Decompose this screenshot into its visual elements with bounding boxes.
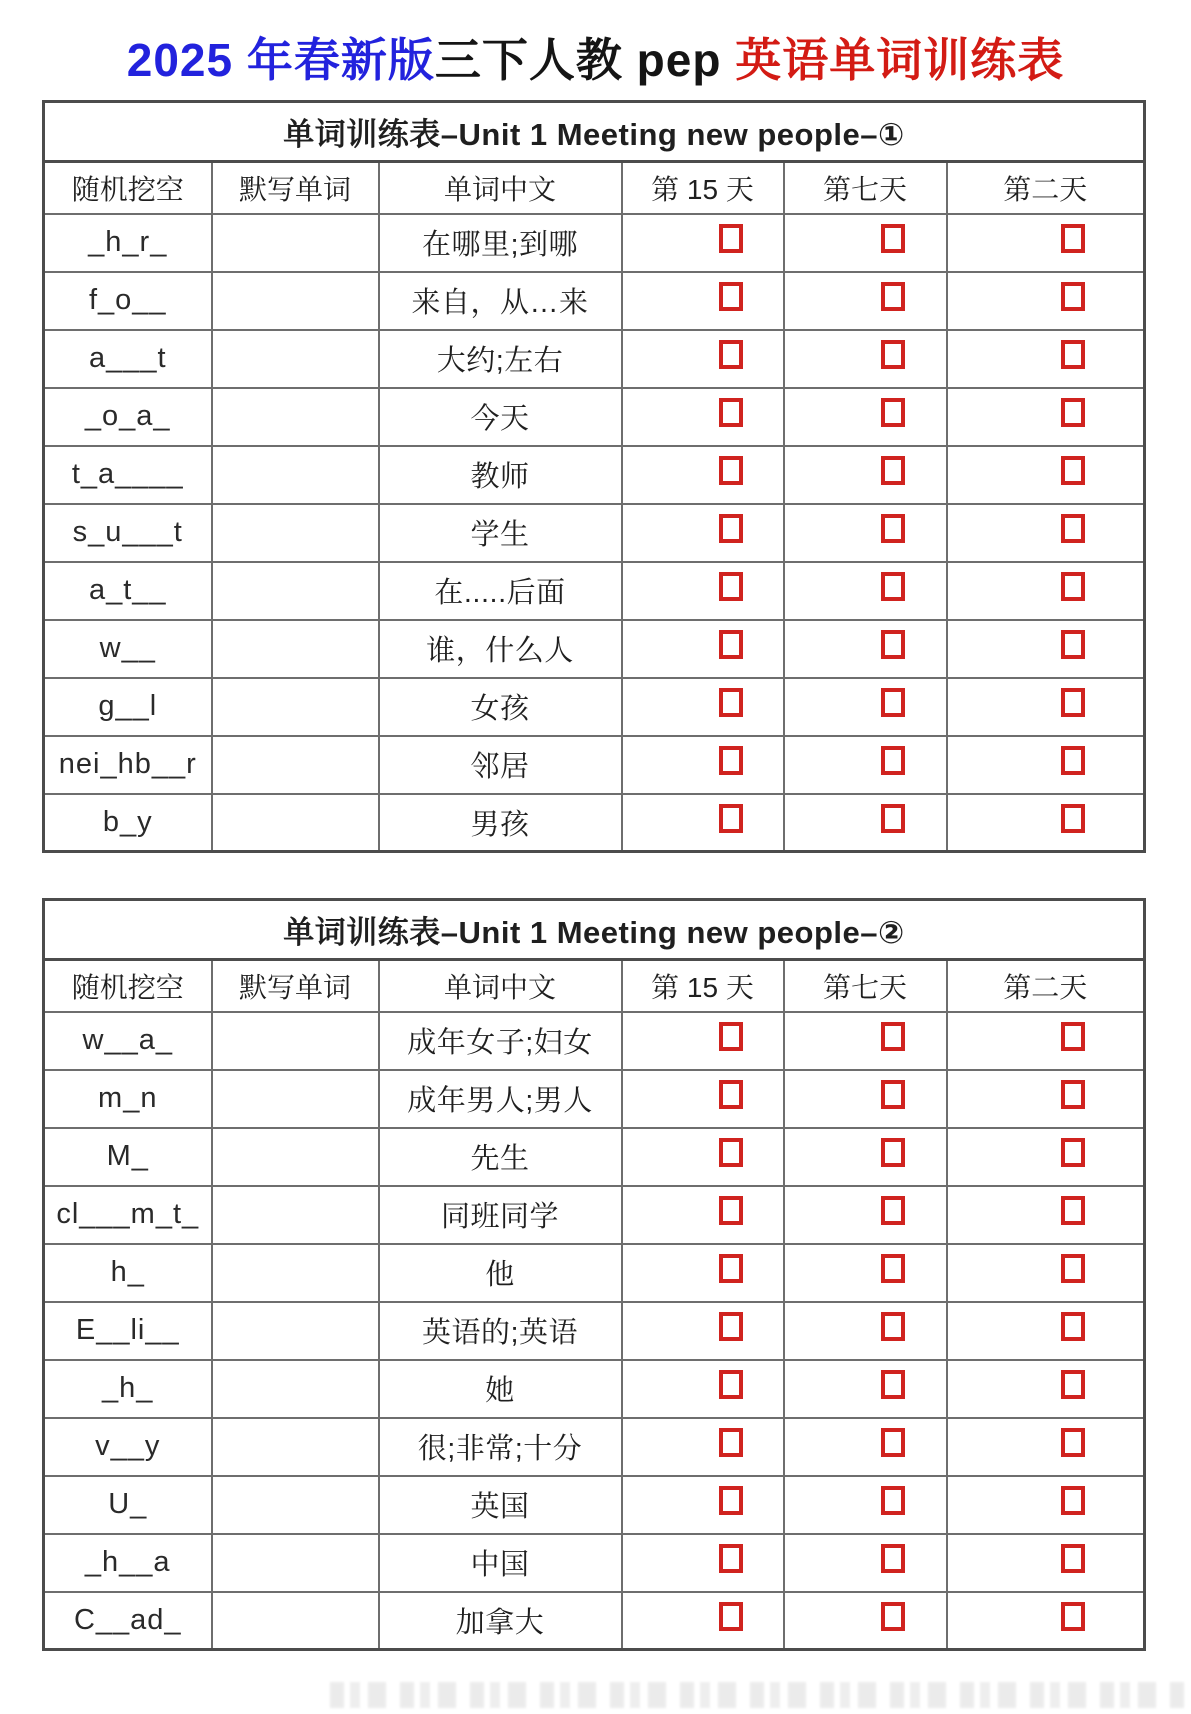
practice-checkbox-day15[interactable] [719,1312,743,1341]
meaning-cell: 她 [379,1360,622,1418]
meaning-cell: 女孩 [379,678,622,736]
day2-cell [947,620,1145,678]
day7-cell [784,1244,947,1302]
meaning-cell: 他 [379,1244,622,1302]
day15-cell [622,1302,784,1360]
day15-cell [622,1128,784,1186]
day2-cell [947,1128,1145,1186]
day15-cell [622,1592,784,1650]
table-title-row [44,102,1145,162]
day2-cell [947,736,1145,794]
meaning-cell: 英语的;英语 [379,1302,622,1360]
practice-checkbox-day2[interactable] [1061,1312,1085,1341]
day7-cell [784,678,947,736]
day7-cell [784,620,947,678]
day2-cell [947,214,1145,272]
meaning-cell: 今天 [379,388,622,446]
table-row [44,1012,1145,1070]
column-header-day15: 第 15 天 [622,162,784,214]
table-row [44,794,1145,852]
day7-cell [784,1128,947,1186]
practice-checkbox-day15[interactable] [719,1486,743,1515]
blank-word-cell: _h_r_ [44,214,212,272]
day2-cell [947,388,1145,446]
practice-checkbox-day15[interactable] [719,1370,743,1399]
practice-checkbox-day2[interactable] [1061,1370,1085,1399]
blank-word-cell: w__ [44,620,212,678]
table-header-row [44,960,1145,1012]
column-header-dictation: 默写单词 [212,162,379,214]
practice-checkbox-day2[interactable] [1061,224,1085,253]
table-row [44,1592,1145,1650]
practice-checkbox-day7[interactable] [881,1138,905,1167]
column-header-random-blanks: 随机挖空 [44,162,212,214]
day2-cell [947,1534,1145,1592]
day2-cell [947,1244,1145,1302]
day2-cell [947,504,1145,562]
table-row [44,272,1145,330]
column-header-dictation: 默写单词 [212,960,379,1012]
practice-checkbox-day7[interactable] [881,1254,905,1283]
dictation-cell[interactable] [212,1128,379,1186]
blank-word-cell: U_ [44,1476,212,1534]
dictation-cell[interactable] [212,1360,379,1418]
day2-cell [947,330,1145,388]
practice-checkbox-day7[interactable] [881,1486,905,1515]
meaning-cell: 成年女子;妇女 [379,1012,622,1070]
practice-checkbox-day2[interactable] [1061,572,1085,601]
table-row [44,504,1145,562]
day7-cell [784,504,947,562]
dictation-cell[interactable] [212,1070,379,1128]
dictation-cell[interactable] [212,794,379,852]
practice-checkbox-day2[interactable] [1061,1196,1085,1225]
practice-checkbox-day2[interactable] [1061,456,1085,485]
day7-cell [784,1070,947,1128]
table-row [44,1360,1145,1418]
meaning-cell: 学生 [379,504,622,562]
practice-checkbox-day7[interactable] [881,1196,905,1225]
day2-cell [947,1186,1145,1244]
blank-word-cell: t_a____ [44,446,212,504]
vocab-table-unit1-part1 [42,100,1146,853]
practice-checkbox-day2[interactable] [1061,688,1085,717]
blank-word-cell: cl___m_t_ [44,1186,212,1244]
blank-word-cell: _o_a_ [44,388,212,446]
dictation-cell[interactable] [212,736,379,794]
column-header-day15: 第 15 天 [622,960,784,1012]
day2-cell [947,1012,1145,1070]
meaning-cell: 邻居 [379,736,622,794]
meaning-cell: 成年男人;男人 [379,1070,622,1128]
dictation-cell[interactable] [212,1476,379,1534]
day15-cell [622,330,784,388]
day7-cell [784,736,947,794]
table-row [44,1244,1145,1302]
vocab-table-unit1-part2 [42,898,1146,1651]
table-row [44,446,1145,504]
column-header-random-blanks: 随机挖空 [44,960,212,1012]
column-header-day2: 第二天 [947,960,1145,1012]
title-subject: 英语单词训练表 [735,34,1065,86]
practice-checkbox-day2[interactable] [1061,746,1085,775]
practice-checkbox-day2[interactable] [1061,1602,1085,1631]
practice-checkbox-day7[interactable] [881,1022,905,1051]
worksheet [42,100,1143,1651]
blank-word-cell: m_n [44,1070,212,1128]
day7-cell [784,330,947,388]
day2-cell [947,678,1145,736]
dictation-cell[interactable] [212,388,379,446]
practice-checkbox-day15[interactable] [719,1022,743,1051]
practice-checkbox-day7[interactable] [881,1080,905,1109]
practice-checkbox-day7[interactable] [881,514,905,543]
blank-word-cell: f_o__ [44,272,212,330]
practice-checkbox-day2[interactable] [1061,1544,1085,1573]
blank-word-cell: C__ad_ [44,1592,212,1650]
column-header-chinese-meaning: 单词中文 [379,960,622,1012]
day15-cell [622,794,784,852]
practice-checkbox-day2[interactable] [1061,1486,1085,1515]
day7-cell [784,1592,947,1650]
day2-cell [947,794,1145,852]
meaning-cell: 来自，从…来 [379,272,622,330]
table-title: 单词训练表–Unit 1 Meeting new people–① [44,102,1145,162]
meaning-cell: 在.....后面 [379,562,622,620]
day15-cell [622,1476,784,1534]
table-header-row [44,162,1145,214]
day2-cell [947,1070,1145,1128]
table-row [44,214,1145,272]
blank-word-cell: _h_ [44,1360,212,1418]
practice-checkbox-day7[interactable] [881,456,905,485]
practice-checkbox-day7[interactable] [881,572,905,601]
table-title: 单词训练表–Unit 1 Meeting new people–② [44,900,1145,960]
practice-checkbox-day2[interactable] [1061,1080,1085,1109]
meaning-cell: 在哪里;到哪 [379,214,622,272]
dictation-cell[interactable] [212,562,379,620]
blank-word-cell: h_ [44,1244,212,1302]
dictation-cell[interactable] [212,214,379,272]
column-header-day7: 第七天 [784,960,947,1012]
blank-word-cell: E__li__ [44,1302,212,1360]
day7-cell [784,794,947,852]
day15-cell [622,736,784,794]
dictation-cell[interactable] [212,1534,379,1592]
practice-checkbox-day15[interactable] [719,1080,743,1109]
practice-checkbox-day2[interactable] [1061,1138,1085,1167]
day2-cell [947,562,1145,620]
meaning-cell: 大约;左右 [379,330,622,388]
practice-checkbox-day15[interactable] [719,340,743,369]
table-row [44,1186,1145,1244]
day15-cell [622,1534,784,1592]
practice-checkbox-day7[interactable] [881,340,905,369]
table-row [44,562,1145,620]
practice-checkbox-day7[interactable] [881,1544,905,1573]
day7-cell [784,1360,947,1418]
dictation-cell[interactable] [212,678,379,736]
table-body [44,1012,1145,1650]
meaning-cell: 先生 [379,1128,622,1186]
practice-checkbox-day15[interactable] [719,688,743,717]
day15-cell [622,678,784,736]
day15-cell [622,1012,784,1070]
day15-cell [622,620,784,678]
practice-checkbox-day15[interactable] [719,1544,743,1573]
dictation-cell[interactable] [212,1418,379,1476]
table-row [44,330,1145,388]
blank-word-cell: s_u___t [44,504,212,562]
practice-checkbox-day2[interactable] [1061,804,1085,833]
practice-checkbox-day7[interactable] [881,804,905,833]
practice-checkbox-day2[interactable] [1061,630,1085,659]
practice-checkbox-day15[interactable] [719,1602,743,1631]
practice-checkbox-day15[interactable] [719,224,743,253]
watermark-strip [330,1682,1190,1708]
practice-checkbox-day2[interactable] [1061,1022,1085,1051]
day15-cell [622,1244,784,1302]
meaning-cell: 很;非常;十分 [379,1418,622,1476]
meaning-cell: 同班同学 [379,1186,622,1244]
blank-word-cell: a_t__ [44,562,212,620]
day15-cell [622,1360,784,1418]
blank-word-cell: w__a_ [44,1012,212,1070]
practice-checkbox-day15[interactable] [719,630,743,659]
day2-cell [947,1360,1145,1418]
day15-cell [622,272,784,330]
dictation-cell[interactable] [212,1302,379,1360]
table-row [44,388,1145,446]
day7-cell [784,562,947,620]
blank-word-cell: v__y [44,1418,212,1476]
meaning-cell: 英国 [379,1476,622,1534]
dictation-cell[interactable] [212,620,379,678]
practice-checkbox-day15[interactable] [719,804,743,833]
table-row [44,620,1145,678]
day15-cell [622,562,784,620]
day7-cell [784,446,947,504]
title-year-edition: 2025 年春新版 [126,34,435,86]
practice-checkbox-day15[interactable] [719,456,743,485]
day2-cell [947,272,1145,330]
practice-checkbox-day15[interactable] [719,514,743,543]
page-title [0,30,1191,90]
meaning-cell: 加拿大 [379,1592,622,1650]
practice-checkbox-day15[interactable] [719,746,743,775]
blank-word-cell: a___t [44,330,212,388]
day15-cell [622,1070,784,1128]
column-header-day2: 第二天 [947,162,1145,214]
meaning-cell: 谁，什么人 [379,620,622,678]
table-row [44,1302,1145,1360]
practice-checkbox-day7[interactable] [881,1370,905,1399]
practice-checkbox-day2[interactable] [1061,514,1085,543]
practice-checkbox-day15[interactable] [719,1138,743,1167]
day7-cell [784,1012,947,1070]
dictation-cell[interactable] [212,1186,379,1244]
day7-cell [784,214,947,272]
day7-cell [784,1186,947,1244]
dictation-cell[interactable] [212,504,379,562]
dictation-cell[interactable] [212,1244,379,1302]
day7-cell [784,1476,947,1534]
dictation-cell[interactable] [212,330,379,388]
practice-checkbox-day2[interactable] [1061,1254,1085,1283]
column-header-day7: 第七天 [784,162,947,214]
table-title-row [44,900,1145,960]
day7-cell [784,388,947,446]
practice-checkbox-day15[interactable] [719,1428,743,1457]
table-row [44,1476,1145,1534]
day15-cell [622,1418,784,1476]
practice-checkbox-day7[interactable] [881,1602,905,1631]
meaning-cell: 男孩 [379,794,622,852]
day15-cell [622,388,784,446]
practice-checkbox-day7[interactable] [881,630,905,659]
day2-cell [947,1418,1145,1476]
blank-word-cell: b_y [44,794,212,852]
day7-cell [784,1534,947,1592]
day15-cell [622,214,784,272]
dictation-cell[interactable] [212,1012,379,1070]
practice-checkbox-day7[interactable] [881,282,905,311]
table-row [44,1534,1145,1592]
day15-cell [622,504,784,562]
day15-cell [622,1186,784,1244]
day2-cell [947,446,1145,504]
blank-word-cell: M_ [44,1128,212,1186]
day7-cell [784,1418,947,1476]
practice-checkbox-day7[interactable] [881,1428,905,1457]
day2-cell [947,1592,1145,1650]
practice-checkbox-day7[interactable] [881,224,905,253]
table-row [44,736,1145,794]
meaning-cell: 中国 [379,1534,622,1592]
blank-word-cell: _h__a [44,1534,212,1592]
column-header-chinese-meaning: 单词中文 [379,162,622,214]
dictation-cell[interactable] [212,446,379,504]
practice-checkbox-day7[interactable] [881,746,905,775]
day7-cell [784,1302,947,1360]
practice-checkbox-day2[interactable] [1061,1428,1085,1457]
practice-checkbox-day15[interactable] [719,572,743,601]
table-row [44,1418,1145,1476]
practice-checkbox-day7[interactable] [881,398,905,427]
meaning-cell: 教师 [379,446,622,504]
table-row [44,678,1145,736]
dictation-cell[interactable] [212,272,379,330]
practice-checkbox-day7[interactable] [881,688,905,717]
practice-checkbox-day15[interactable] [719,1254,743,1283]
practice-checkbox-day15[interactable] [719,398,743,427]
practice-checkbox-day7[interactable] [881,1312,905,1341]
table-body [44,214,1145,852]
table-row [44,1128,1145,1186]
table-row [44,1070,1145,1128]
practice-checkbox-day2[interactable] [1061,282,1085,311]
practice-checkbox-day2[interactable] [1061,340,1085,369]
day7-cell [784,272,947,330]
dictation-cell[interactable] [212,1592,379,1650]
blank-word-cell: nei_hb__r [44,736,212,794]
day15-cell [622,446,784,504]
blank-word-cell: g__l [44,678,212,736]
title-grade-publisher: 三下人教 pep [434,34,736,86]
practice-checkbox-day15[interactable] [719,282,743,311]
day2-cell [947,1476,1145,1534]
day2-cell [947,1302,1145,1360]
practice-checkbox-day15[interactable] [719,1196,743,1225]
practice-checkbox-day2[interactable] [1061,398,1085,427]
